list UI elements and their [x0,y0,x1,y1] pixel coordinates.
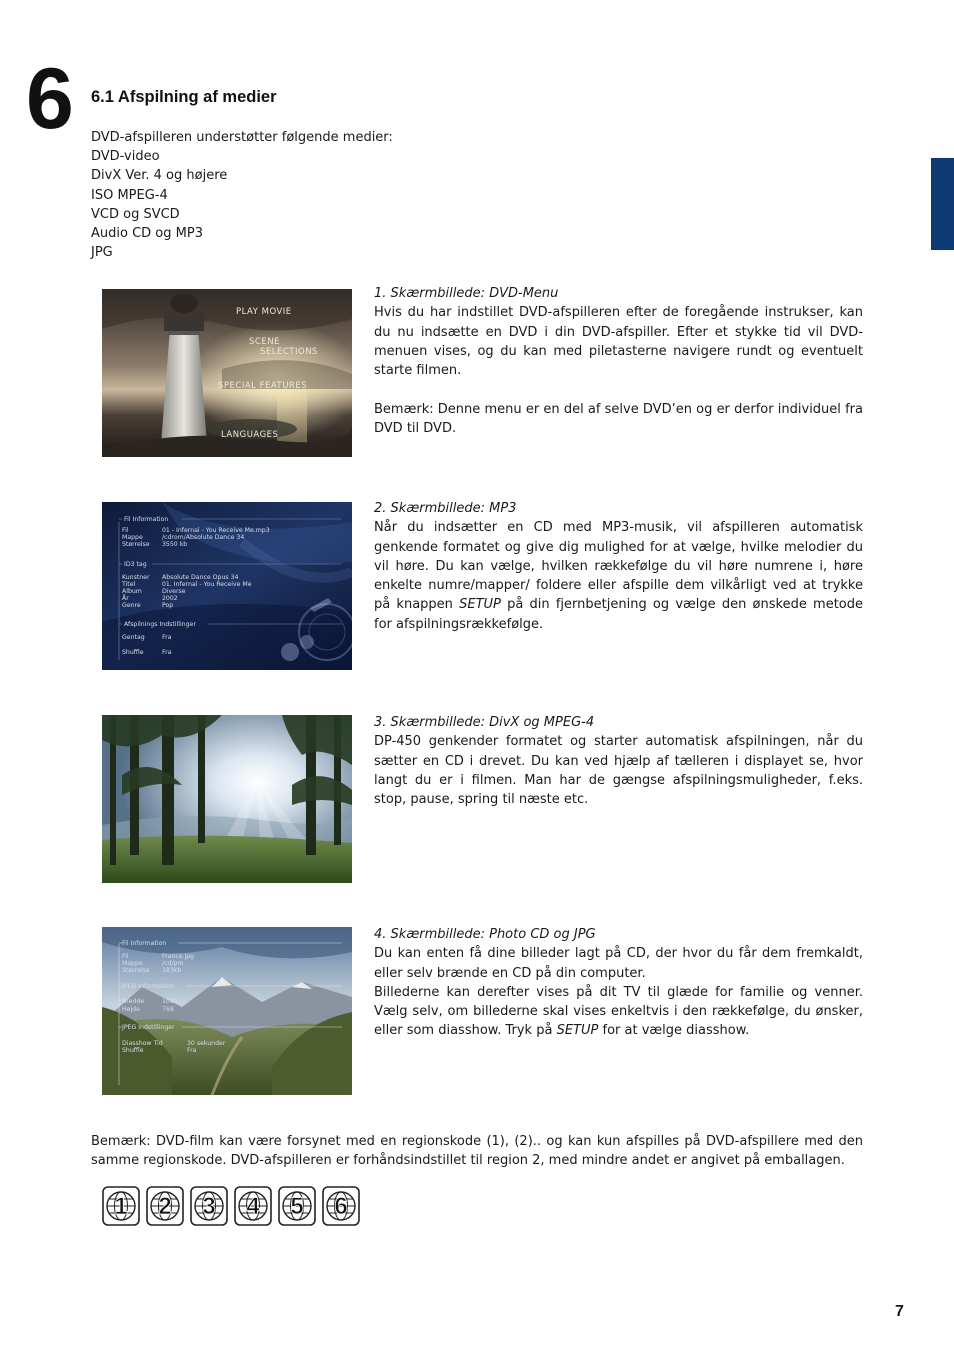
region-code-number: 4 [246,1193,260,1220]
media-item: VCD og SVCD [91,206,180,222]
jpg-section-jpeg-info: JPEG Information [122,983,175,990]
caption-paragraph: Hvis du har indstillet DVD-afspilleren efter de foregående instrukser, kan du nu indsætte en DVD i din DVD-afspiller. Efter et stykke tid vil DVD-menuen vises, og du kan med piletasterne navigere rundt og eventuelt starte filmen. [374,305,863,379]
chapter-number: 6 [26,51,74,147]
mp3-label: Album [122,588,142,595]
caption-text: Når du indsætter en CD med MP3-musik, vil afspilleren automatisk genkende formatet og give dig mulighed for at vælge, hvilke melodier du vil høre. Du kan vælge, hvilken rækkefølge du vil høre numrene i, høre enkelte numre/mapper/ foldere eller afspille dem vilkårligt ved at trykke på knappen [374,520,863,613]
caption-paragraph: DP-450 genkender formatet og starter automatisk afspilningen, når du sætter en CD i drevet. Du kan ved hjælp af tælleren i displayet se, hvor langt du er i filmen. Man har de gængse afspilningsmuligheder, f.eks. stop, pause, spring til næste etc. [374,734,863,808]
setup-key-label: SETUP [459,597,501,613]
caption-paragraph [374,518,863,634]
screenshot-jpg-info [102,927,352,1095]
caption-title: 3. Skærmbillede: DivX og MPEG-4 [374,715,595,730]
caption-divx [374,713,863,809]
jpg-value: 30 sekunder [187,1040,226,1047]
region-1-icon [102,1186,140,1226]
mp3-value: 01 - Infernal - You Receive Me.mp3 [162,527,270,534]
media-item: DVD-video [91,149,160,165]
caption-text: på din fjernbetjening og vælge den ønskede metode for afspilningsrækkefølge. [374,597,863,632]
dvd-menu-selections: SELECTIONS [260,347,318,357]
mp3-label: Mappe [122,534,143,541]
media-item: ISO MPEG-4 [91,187,168,203]
dvd-menu-scene: SCENE [249,337,280,347]
dvd-menu-special-features: SPECIAL FEATURES [218,381,308,391]
jpg-value: 183kb [162,967,182,974]
caption-paragraph: Du kan enten få dine billeder lagt på CD, der hvor du får dem fremkaldt, eller selv brænde en CD på din computer. [374,946,863,981]
mp3-value: 3550 kb [162,541,188,548]
caption-text: for at vælge diasshow. [602,1023,750,1039]
intro-line: DVD-afspilleren understøtter følgende medier: [91,130,393,145]
screenshot-dvd-menu [102,289,352,457]
mp3-section-settings: Afspilnings Indstillinger [124,621,196,628]
jpg-label: Mappe [122,960,143,967]
jpg-value: 768 [162,1006,174,1013]
jpg-label: Højde [122,1006,140,1013]
region-code-number: 1 [114,1193,128,1220]
media-item: DivX Ver. 4 og højere [91,168,228,184]
region-4-icon [234,1186,272,1226]
screenshot-divx-forest [102,715,352,883]
region-code-number: 2 [158,1193,172,1220]
mp3-label: Genre [122,602,141,609]
media-item: Audio CD og MP3 [91,226,203,242]
mp3-label: År [122,595,129,602]
caption-title: 2. Skærmbillede: MP3 [374,501,517,516]
caption-dvd-menu [374,284,863,438]
setup-key-label: SETUP [556,1023,599,1039]
jpg-section-file-info: Fil Information [122,940,167,947]
jpg-label: Størrelse [122,967,150,974]
mp3-section-id3: ID3 tag [124,561,147,568]
caption-text: Billederne kan derefter vises på dit TV til glæde for familie og venner. Vælg selv, om billederne skal vises enkeltvis i den rækkefølge, du ønsker, eller som diasshow. Tryk på [374,984,863,1039]
dvd-menu-languages: LANGUAGES [221,430,279,440]
region-code-number: 5 [290,1193,304,1220]
mp3-label: Kunstner [122,574,150,581]
region-code-note: Bemærk: DVD-film kan være forsynet med en regionskode (1), (2).. og kan kun afspilles på DVD-afspillere med den samme regionskode. DVD-afspilleren er forhåndsindstillet til region 2, med mindre andet er angivet på emballagen. [91,1134,863,1169]
mp3-value: 01. Infernal - You Receive Me [162,581,252,588]
mp3-value: Fra [162,634,172,641]
screenshot-mp3-info [102,502,352,670]
mp3-value: Diverse [162,588,186,595]
media-item: JPG [91,245,113,261]
caption-jpg [374,925,863,1041]
region-code-number: 6 [334,1193,348,1220]
jpg-label: Shuffle [122,1047,144,1054]
section-title: 6.1 Afspilning af medier [91,88,277,106]
region-code-icons [102,1186,360,1226]
page-number: 7 [895,1303,904,1320]
region-5-icon [278,1186,316,1226]
chapter-side-tab [931,158,954,250]
jpg-value: 1024 [162,998,178,1005]
mp3-section-file-info: Fil Information [124,516,169,523]
jpg-value: France.jpg [162,953,195,960]
caption-note: Bemærk: Denne menu er en del af selve DVD’en og er derfor individuel fra DVD til DVD. [374,401,863,437]
jpg-value: Fra [187,1047,197,1054]
jpg-label: Fil [122,953,129,960]
region-code-number: 3 [202,1193,216,1220]
caption-paragraph [374,983,863,1041]
caption-mp3 [374,499,863,634]
caption-title: 1. Skærmbillede: DVD-Menu [374,286,559,301]
region-6-icon [322,1186,360,1226]
mp3-value: /cdrom/Absolute Dance 34 [162,534,245,541]
mp3-value: 2002 [162,595,178,602]
jpg-value: /cd/pm [162,960,184,967]
mp3-label: Titel [122,581,136,588]
supported-media-list [91,128,491,262]
region-2-icon [146,1186,184,1226]
mp3-label: Gentag [122,634,145,641]
mp3-value: Pop [162,602,174,609]
jpg-label: Diasshow Tid [122,1040,163,1047]
mp3-value: Fra [162,649,172,656]
caption-title: 4. Skærmbillede: Photo CD og JPG [374,927,596,942]
dvd-menu-play-movie: PLAY MOVIE [236,307,292,317]
jpg-section-settings: JPEG Indstillinger [122,1024,175,1031]
region-3-icon [190,1186,228,1226]
mp3-label: Størrelse [122,541,150,548]
mp3-value: Absolute Dance Opus 34 [162,574,239,581]
jpg-label: Bredde [122,998,145,1005]
mp3-label: Fil [122,527,129,534]
mp3-label: Shuffle [122,649,144,656]
